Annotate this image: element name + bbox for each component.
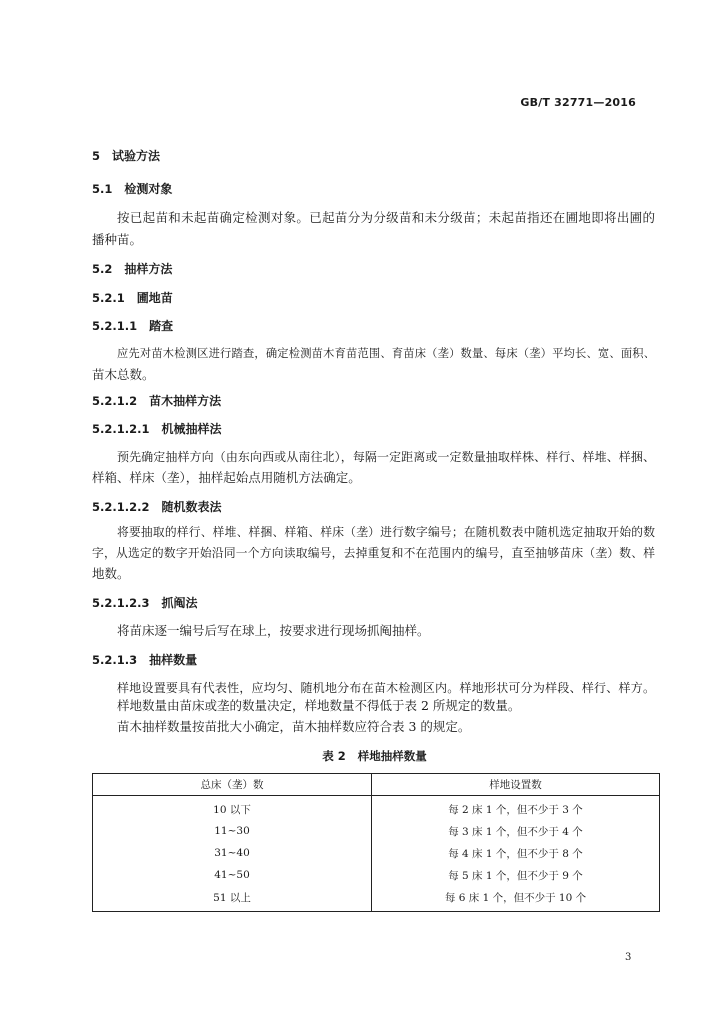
heading-5-2-1-2-3: [92, 594, 198, 610]
table-cell: 每 5 床 1 个，但不少于 9 个: [448, 869, 583, 882]
paragraph-line: 字，从选定的数字开始沿同一个方向读取编号，去掉重复和不在范围内的编号，直至抽够苗床（垄）数、样: [92, 546, 655, 560]
heading-5-2-1-1: [92, 317, 173, 333]
paragraph-line: 样地设置要具有代表性，应均匀、随机地分布在苗木检测区内。样地形状可分为样段、样行、样方。: [117, 681, 655, 695]
table-row: [93, 864, 660, 886]
column-header-total-beds: 总床（垄）数: [93, 774, 372, 796]
heading-5: [92, 147, 160, 163]
standard-code-header: GB/T 32771—2016: [520, 96, 636, 109]
paragraph-line: 样箱、样床（垄），抽样起始点用随机方法确定。: [92, 470, 361, 485]
table-number: 表 2: [322, 749, 346, 763]
table-row: [93, 796, 660, 821]
heading-title: 检测对象: [124, 182, 173, 196]
heading-title: 踏查: [149, 319, 174, 333]
table-cell: 每 2 床 1 个，但不少于 3 个: [448, 803, 583, 816]
paragraph-line: 将要抽取的样行、样堆、样捆、样箱、样床（垄）进行数字编号；在随机数表中随机选定抽取开始的数: [117, 525, 655, 539]
heading-title: 抽样数量: [149, 653, 198, 667]
heading-title: 机械抽样法: [161, 422, 222, 436]
heading-5-2-1-2-1: [92, 420, 222, 436]
table-cell: 10 以下: [93, 796, 372, 821]
heading-number: 5.2.1.2.2: [92, 500, 150, 514]
heading-number: 5.2: [92, 262, 113, 276]
heading-number: 5.2.1: [92, 291, 125, 305]
paragraph-line: 样地数量由苗床或垄的数量决定，样地数量不得低于表 2 所规定的数量。: [117, 698, 521, 713]
paragraph-line: 地数。: [92, 566, 130, 581]
heading-title: 抓阄法: [161, 596, 198, 610]
table-title: 样地抽样数量: [357, 749, 427, 763]
paragraph-line: 苗木抽样数量按苗批大小确定，苗木抽样数应符合表 3 的规定。: [117, 719, 471, 734]
table-cell: 每 6 床 1 个，但不少于 10 个: [444, 891, 587, 904]
heading-5-2-1-3: [92, 651, 197, 667]
table-cell: 51 以上: [93, 886, 372, 912]
heading-number: 5.2.1.2.1: [92, 422, 150, 436]
paragraph-line: 按已起苗和未起苗确定检测对象。已起苗分为分级苗和未分级苗；未起苗指还在圃地即将出圃的: [117, 210, 655, 225]
paragraph-line: 将苗床逐一编号后写在球上，按要求进行现场抓阄抽样。: [117, 623, 430, 638]
heading-title: 试验方法: [112, 149, 161, 163]
heading-5-2: [92, 260, 172, 276]
heading-number: 5.2.1.2.3: [92, 596, 150, 610]
heading-5-2-1: [92, 289, 173, 305]
heading-title: 圃地苗: [136, 291, 173, 305]
paragraph-line: 预先确定抽样方向（由东向西或从南往北），每隔一定距离或一定数量抽取样株、样行、样堆、样捆、: [117, 450, 655, 464]
heading-title: 苗木抽样方法: [149, 394, 222, 408]
table-cell: 41~50: [93, 864, 372, 886]
table-row: [93, 842, 660, 864]
table-caption: [92, 748, 657, 764]
table-cell: 11~30: [93, 820, 372, 842]
table-row: [93, 820, 660, 842]
heading-5-1: [92, 180, 172, 196]
column-header-plot-count: 样地设置数: [372, 774, 660, 796]
heading-5-2-1-2: [92, 392, 221, 408]
table-cell: 每 3 床 1 个，但不少于 4 个: [448, 825, 583, 838]
page-number: 3: [625, 952, 632, 963]
heading-number: 5.2.1.3: [92, 653, 138, 667]
table-cell: 每 4 床 1 个，但不少于 8 个: [448, 847, 583, 860]
heading-number: 5.2.1.2: [92, 394, 138, 408]
heading-number: 5.2.1.1: [92, 319, 138, 333]
heading-title: 抽样方法: [124, 262, 173, 276]
paragraph-line: 苗木总数。: [92, 367, 155, 382]
paragraph-line: 播种苗。: [92, 232, 143, 247]
table-header-row: [93, 774, 660, 796]
table-row: [93, 886, 660, 912]
heading-title: 随机数表法: [161, 500, 222, 514]
table-cell: 31~40: [93, 842, 372, 864]
sample-plot-table: [92, 773, 660, 912]
heading-number: 5.1: [92, 182, 113, 196]
heading-5-2-1-2-2: [92, 498, 222, 514]
paragraph-line: 应先对苗木检测区进行踏查，确定检测苗木育苗范围、育苗床（垄）数量、每床（垄）平均长、宽、面积、: [117, 347, 655, 360]
heading-number: 5: [92, 149, 101, 163]
